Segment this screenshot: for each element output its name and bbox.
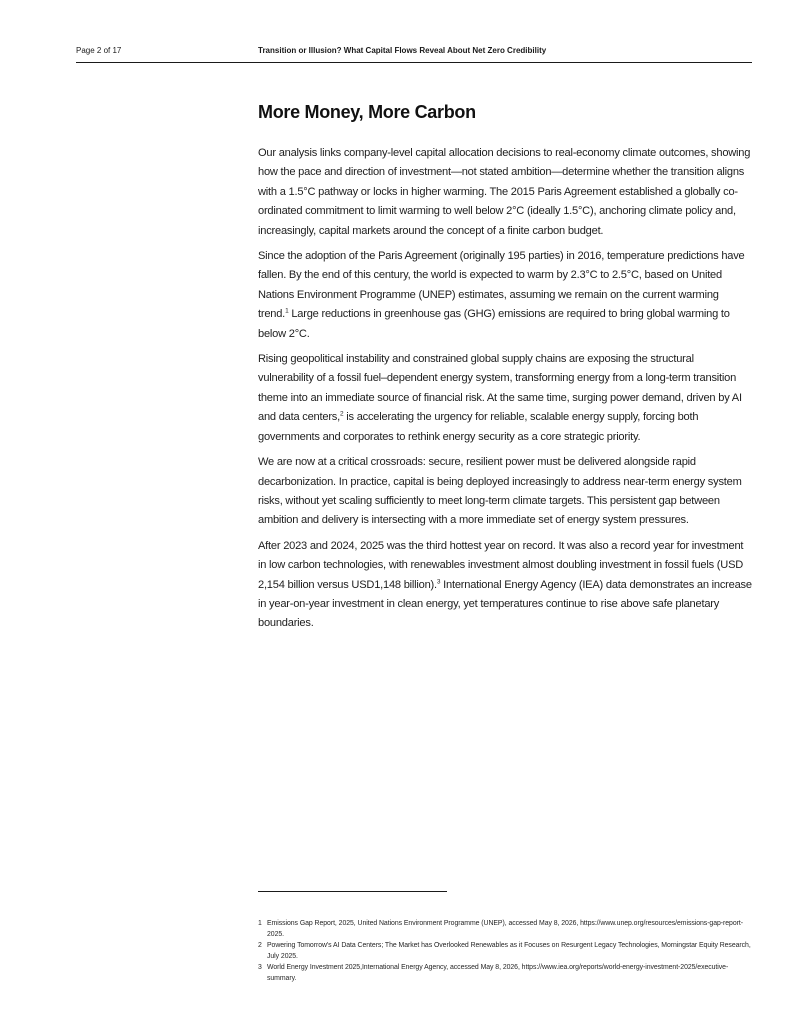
page-header	[76, 45, 752, 63]
document-title: Transition or Illusion? What Capital Flows Reveal About Net Zero Credibility	[258, 46, 547, 55]
footnote-text: Powering Tomorrow's AI Data Centers; The Market has Overlooked Renewables as it Focuses on Resurgent Legacy Technologies, Morningstar Equity Research, July 2025.	[267, 942, 751, 960]
paragraph-text: Our analysis links company-level capital allocation decisions to real-economy climate outcomes, showing how the pace and direction of investment—not stated ambition—determine whether the transition aligns with a 1.5°C pathway or locks in higher warming. The 2015 Paris Agreement established a globally co-ordinated commitment to limit warming to well below 2°C (ideally 1.5°C), anchoring climate policy and, increasingly, capital markets around the concept of a finite carbon budget.	[258, 147, 751, 237]
body-paragraph	[258, 247, 752, 344]
body-paragraph	[258, 537, 752, 634]
page-number: Page 2 of 17	[76, 46, 122, 55]
paragraph-text: Since the adoption of the Paris Agreement (originally 195 parties) in 2016, temperature predictions have fallen. By the end of this century, the world is expected to warm by 2.3°C to 2.5°C, based on United Nations Environment Programme (UNEP) estimates, assuming we remain on the current warming trend.	[258, 250, 745, 321]
footnote-number: 2	[258, 942, 262, 949]
paragraph-text: After 2023 and 2024, 2025 was the third hottest year on record. It was also a record year for investment in low carbon technologies, with renewables investment almost doubling investment in fossil fuels (USD 2,154 billion versus USD1,148 billion).	[258, 539, 744, 591]
paragraph-text: is accelerating the urgency for reliable, scalable energy supply, forcing both governments and corporates to rethink energy security as a core strategic priority.	[258, 411, 699, 443]
footnote-ref[interactable]: 1	[285, 307, 289, 315]
footnote-item	[258, 918, 752, 940]
footnote-divider	[258, 891, 447, 892]
footnote-ref[interactable]: 2	[340, 410, 344, 418]
paragraph-text: International Energy Agency (IEA) data demonstrates an increase in year-on-year investment in clean energy, yet temperatures continue to rise above safe planetary boundaries.	[258, 578, 752, 630]
footnotes	[258, 918, 752, 984]
main-content	[258, 98, 752, 640]
body-paragraph	[258, 453, 752, 531]
body-paragraph	[258, 144, 752, 241]
footnote-text: World Energy Investment 2025,International Energy Agency, accessed May 8, 2026, https://www.iea.org/reports/world-energy-investment-2025/executive-summary.	[267, 964, 729, 982]
footnote-number: 1	[258, 920, 262, 927]
footnote-text: Emissions Gap Report, 2025, United Nations Environment Programme (UNEP), accessed May 8, 2026, https://www.unep.org/resources/emissions-gap-report-2025.	[267, 920, 743, 938]
paragraph-text: Rising geopolitical instability and constrained global supply chains are exposing the structural vulnerability of a fossil fuel–dependent energy system, transforming energy from a long-term transition theme into an immediate source of financial risk. At the same time, surging power demand, driven by AI and data centers,	[258, 353, 742, 424]
paragraph-text: Large reductions in greenhouse gas (GHG) emissions are required to bring global warming to below 2°C.	[258, 308, 730, 340]
section-heading: More Money, More Carbon	[258, 102, 476, 122]
footnote-item	[258, 940, 752, 962]
footnote-ref[interactable]: 3	[436, 577, 441, 585]
body-paragraph	[258, 350, 752, 447]
paragraph-text: We are now at a critical crossroads: secure, resilient power must be delivered alongside rapid decarbonization. In practice, capital is being deployed increasingly to address near-term energy system risks, without yet scaling sufficiently to meet long-term climate targets. This persistent gap between ambition and delivery is intersecting with a more immediate set of energy system pressures.	[258, 456, 742, 527]
footnote-number: 3	[258, 964, 262, 971]
footnote-item	[258, 962, 752, 984]
